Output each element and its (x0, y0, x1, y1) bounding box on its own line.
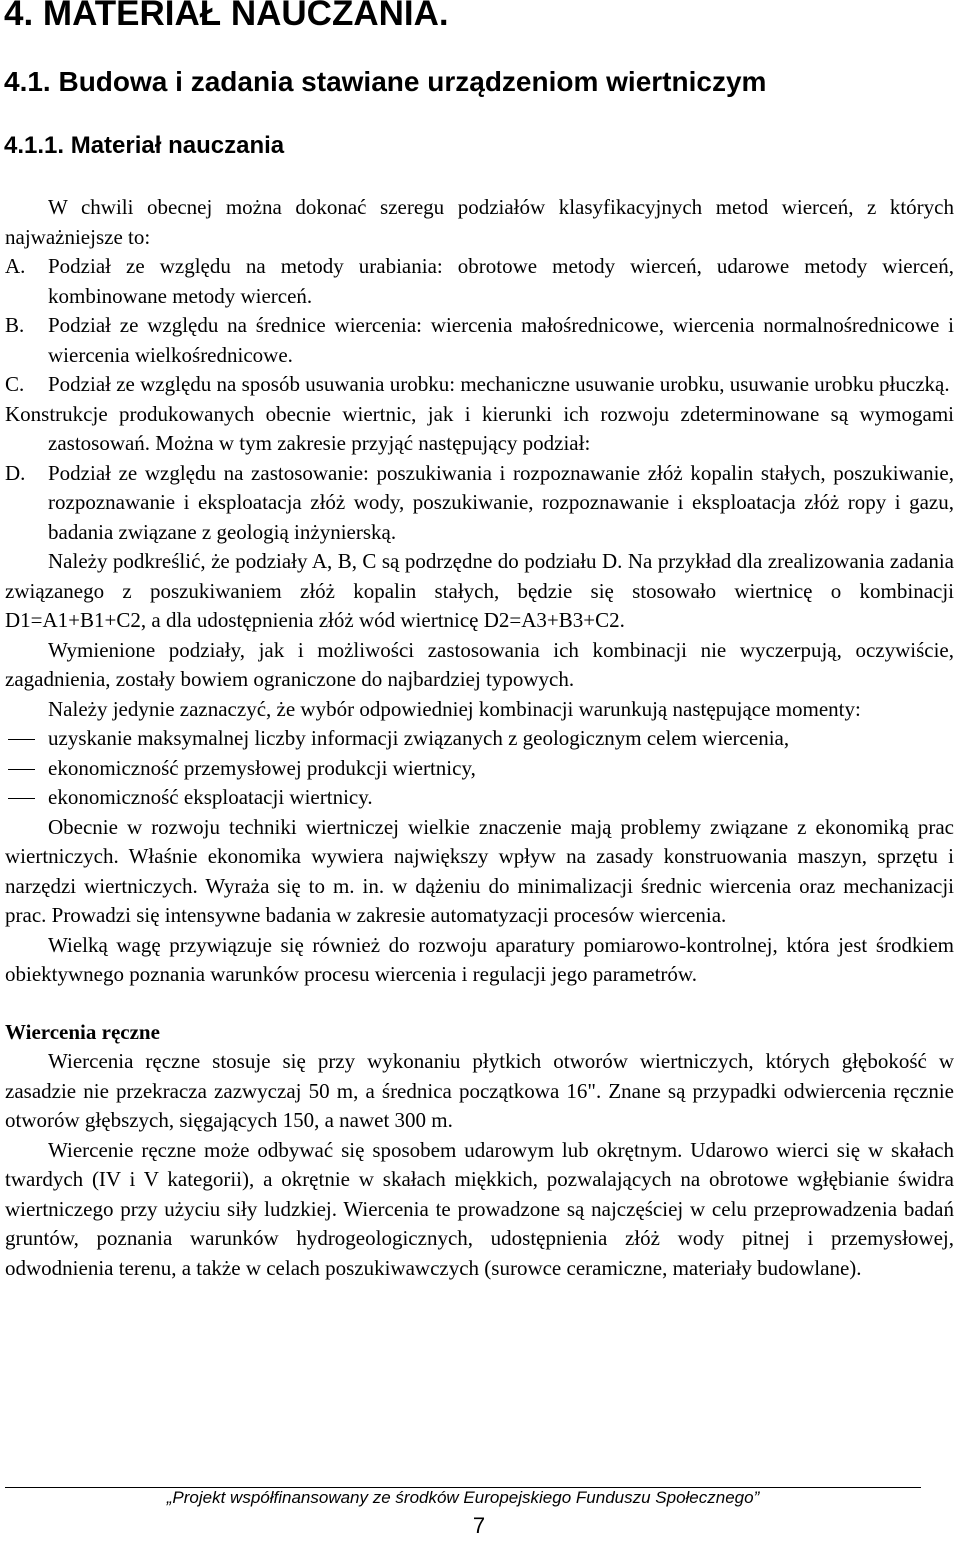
konstrukcje-paragraph: Konstrukcje produkowanych obecnie wiertnic, jak i kierunki ich rozwoju zdeterminowane są wymogami zastosowań. Można w tym zakresie przyjąć następujący podział: (5, 401, 954, 455)
document-body (5, 193, 954, 1283)
list-label: C. (5, 372, 25, 396)
reczne-paragraph-1: Wiercenia ręczne stosuje się przy wykonaniu płytkich otworów wiertniczych, których głębokość w zasadzie nie przekracza zazwyczaj 50 m, a średnica początkowa 16". Znane są przypadki odwiercenia ręcznie otworów głębszych, sięgających 150, a nawet 300 m. (5, 1049, 954, 1132)
chapter-heading: 4. MATERIAŁ NAUCZANIA. (4, 0, 449, 33)
list-text: Podział ze względu na sposób usuwania urobku: mechaniczne usuwanie urobku, usuwanie urobku płuczką. (48, 372, 950, 396)
list-label: B. (5, 313, 25, 337)
obecnie-paragraph: Obecnie w rozwoju techniki wiertniczej wielkie znaczenie mają problemy związane z ekonomiką prac wiertniczych. Właśnie ekonomika wywiera największy wpływ na zasady konstruowania maszyn, sprzętu i narzędzi wiertniczych. Wyraża się to m. in. w dążeniu do minimalizacji średnic wiercenia oraz mechanizacji prac. Prowadzi się intensywne badania w zakresie automatyzacji procesów wiercenia. (5, 814, 954, 927)
list-item-b (5, 311, 954, 370)
dash-text: ekonomiczność eksploatacji wiertnicy. (48, 785, 373, 809)
dash-text: ekonomiczność przemysłowej produkcji wiertnicy, (48, 755, 476, 780)
dash-list-item (5, 754, 954, 784)
list-text: Podział ze względu na średnice wiercenia: wiercenia małośrednicowe, wiercenia normalnośrednicowe i wiercenia wielkośrednicowe. (48, 313, 954, 367)
dash-bullet-icon (8, 739, 35, 740)
dash-text: uzyskanie maksymalnej liczby informacji związanych z geologicznym celem wiercenia, (48, 726, 790, 750)
list-text: Podział ze względu na zastosowanie: poszukiwania i rozpoznawanie złóż kopalin stałych, poszukiwanie, rozpoznawanie i eksploatacja złóż wody, poszukiwanie, rozpoznawanie i eksploatacja złóż ropy i gazu, badania związane z geologią inżynierską. (48, 460, 954, 544)
list-label: A. (5, 254, 26, 278)
wymienione-paragraph: Wymienione podziały, jak i możliwości zastosowania ich kombinacji nie wyczerpują, oczywiście, zagadnienia, zostały bowiem ograniczone do najbardziej typowych. (5, 637, 954, 691)
page-number: 7 (472, 1513, 486, 1538)
dash-list-item (5, 724, 954, 754)
dash-bullet-icon (8, 798, 35, 799)
subsection-heading: 4.1.1. Materiał nauczania (4, 132, 285, 159)
list-item-d (5, 459, 954, 548)
wielka-paragraph: Wielką wagę przywiązuje się również do rozwoju aparatury pomiarowo-kontrolnej, która jest środkiem obiektywnego poznania warunków procesu wiercenia i regulacji jego parametrów. (5, 932, 954, 986)
dash-bullet-icon (8, 769, 35, 770)
footer-text: „Projekt współfinansowany ze środków Europejskiego Funduszu Społecznego” (166, 1488, 760, 1507)
section-heading: 4.1. Budowa i zadania stawiane urządzeniom wiertniczym (4, 66, 767, 97)
list-item-a (5, 252, 954, 311)
intro-paragraph: W chwili obecnej można dokonać szeregu podziałów klasyfikacyjnych metod wierceń, z których najważniejsze to: (5, 195, 954, 249)
list-label: D. (5, 460, 26, 485)
nalezy-paragraph: Należy podkreślić, że podziały A, B, C są podrzędne do podziału D. Na przykład dla zrealizowania zadania związanego z poszukiwaniem złóż kopalin stałych, będzie się stosowało wiertnicę o kombinacji D1=A1+B1+C2, a dla udostępnienia złóż wód wiertnicę D2=A3+B3+C2. (5, 549, 954, 632)
dash-list-item (5, 783, 954, 813)
wiercenia-reczne-title: Wiercenia ręczne (5, 1019, 160, 1044)
list-item-c (5, 370, 954, 400)
list-text: Podział ze względu na metody urabiania: obrotowe metody wierceń, udarowe metody wierceń, kombinowane metody wierceń. (48, 254, 954, 308)
momenty-paragraph: Należy jedynie zaznaczyć, że wybór odpowiedniej kombinacji warunkują następujące momenty: (48, 696, 861, 721)
reczne-paragraph-2: Wiercenie ręczne może odbywać się sposobem udarowym lub okrętnym. Udarowo wierci się w skałach twardych (IV i V kategorii), a okrętnie w skałach miękkich, pozwalających na obrotowe wgłębianie świdra wiertniczego przy użyciu siły ludzkiej. Wiercenia te prowadzone są najczęściej w celu przeprowadzenia badań gruntów, poznania warunków hydrogeologicznych, udostępnienia złóż wody pitnej i przemysłowej, odwodnienia terenu, a także w celach poszukiwawczych (surowce ceramiczne, materiały budowlane). (5, 1137, 954, 1280)
